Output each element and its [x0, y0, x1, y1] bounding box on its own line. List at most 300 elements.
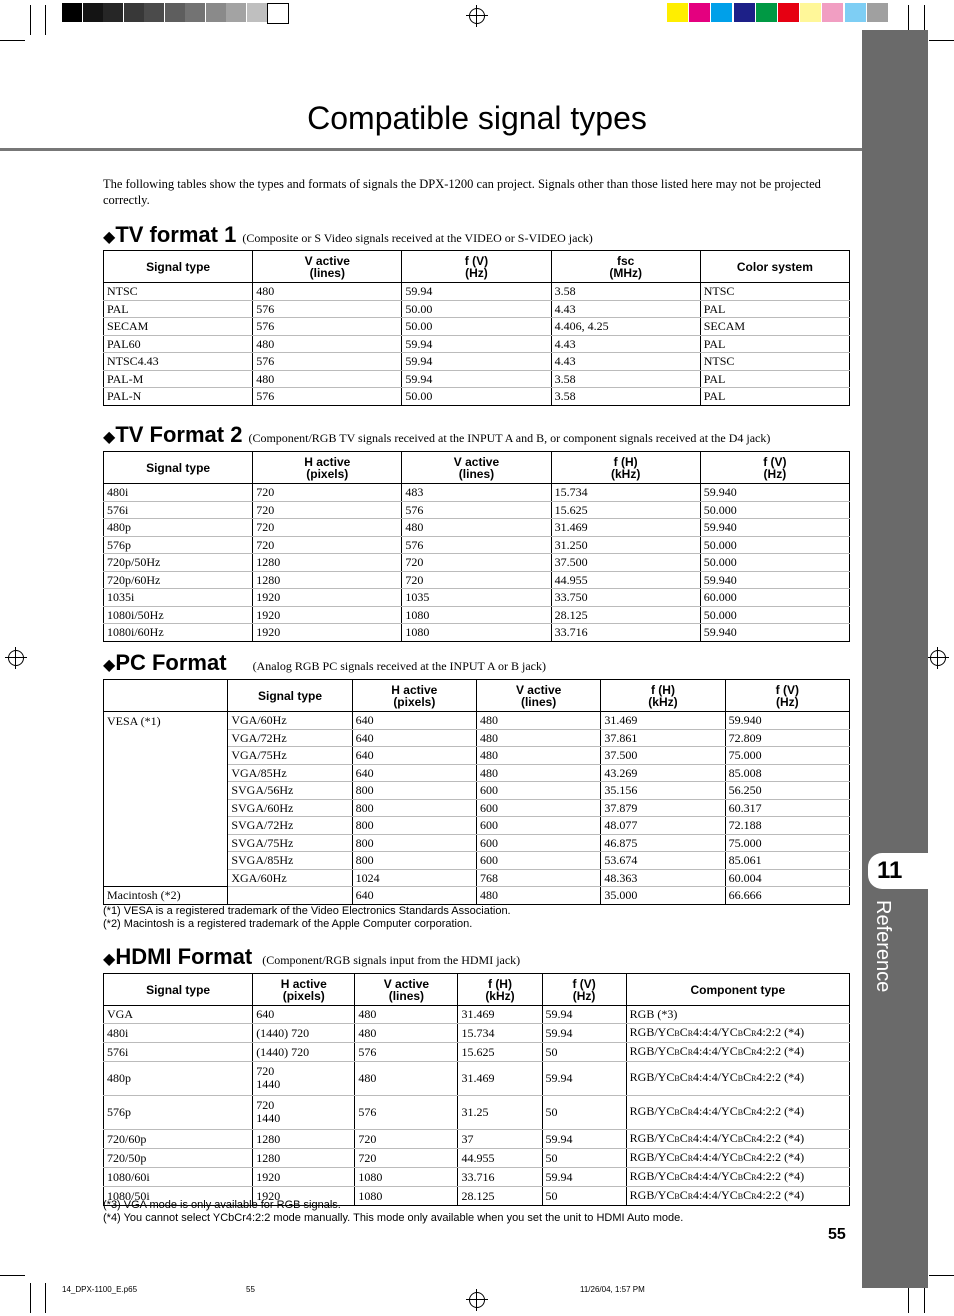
table-cell: 35.156: [601, 782, 725, 800]
table-cell: 15.625: [551, 501, 700, 519]
table-cell: 60.004: [725, 869, 849, 887]
color-swatch: [845, 3, 866, 22]
chapter-sidebar: [862, 30, 928, 1288]
table-row: [104, 1023, 850, 1042]
table-cell: 480: [476, 887, 600, 905]
footer-page: 55: [246, 1285, 255, 1294]
table-cell: 480: [476, 729, 600, 747]
column-header: V active (lines): [476, 680, 600, 712]
table-cell: 720p/60Hz: [104, 571, 253, 589]
table-cell: 480: [402, 519, 551, 537]
table-cell: 72.809: [725, 729, 849, 747]
table-cell: 75.000: [725, 834, 849, 852]
crop-mark: [0, 1275, 25, 1276]
gray-swatch: [267, 3, 289, 24]
table-cell: 59.94: [402, 283, 551, 301]
table-cell: 59.940: [700, 571, 849, 589]
table-cell: 576: [253, 388, 402, 406]
table-cell: [104, 817, 228, 835]
table-cell: 720/50p: [104, 1148, 253, 1167]
tv2-table: [103, 451, 850, 642]
column-header: V active (lines): [253, 251, 402, 283]
footnote: (*3) VGA mode is only available for RGB signals.: [103, 1199, 341, 1211]
column-header: Component type: [626, 974, 849, 1006]
table-cell: [104, 729, 228, 747]
table-row: [104, 370, 850, 388]
table-cell: 50: [542, 1095, 626, 1129]
gray-swatch: [206, 3, 226, 22]
table-cell: SVGA/60Hz: [228, 799, 352, 817]
table-cell: 31.469: [551, 519, 700, 537]
column-header: V active (lines): [402, 452, 551, 484]
page-number: 55: [828, 1226, 846, 1243]
table-cell: [104, 852, 228, 870]
crop-mark: [929, 40, 954, 41]
table-cell: PAL: [700, 300, 849, 318]
footnote: (*4) You cannot select YCbCr4:2:2 mode manually. This mode only available when you set the unit to HDMI Auto mode.: [103, 1212, 684, 1224]
table-row: [104, 764, 850, 782]
table-row: [104, 571, 850, 589]
diamond-icon: ◆: [103, 657, 116, 674]
title-rule: [0, 148, 862, 151]
table-cell: 800: [352, 782, 476, 800]
table-cell: 56.250: [725, 782, 849, 800]
table-cell: 72.188: [725, 817, 849, 835]
table-cell: 59.94: [542, 1061, 626, 1095]
table-cell: 1920: [253, 589, 402, 607]
table-cell: 480: [476, 712, 600, 730]
table-header-row: [104, 974, 850, 1006]
table-cell: 33.750: [551, 589, 700, 607]
table-cell: 37.500: [551, 554, 700, 572]
table-row: [104, 782, 850, 800]
table-cell: PAL: [700, 388, 849, 406]
table-cell: 31.250: [551, 536, 700, 554]
table-cell: 59.94: [402, 335, 551, 353]
table-cell: RGB/YCBCR4:4:4/YCBCR4:2:2 (*4): [626, 1129, 849, 1148]
table-cell: 50.00: [402, 300, 551, 318]
table-cell: PAL60: [104, 335, 253, 353]
table-cell: 31.469: [458, 1061, 542, 1095]
table-cell: 800: [352, 852, 476, 870]
color-swatch: [800, 3, 821, 22]
table-cell: 1080: [355, 1186, 458, 1205]
table-cell: 1080: [355, 1167, 458, 1186]
table-row: [104, 589, 850, 607]
table-cell: SVGA/85Hz: [228, 852, 352, 870]
table-cell: 720: [355, 1129, 458, 1148]
table-cell: 720: [253, 536, 402, 554]
table-cell: 483: [402, 484, 551, 502]
table-cell: 50.00: [402, 388, 551, 406]
table-row: [104, 353, 850, 371]
table-cell: 50.000: [700, 501, 849, 519]
table-row: [104, 624, 850, 642]
crop-mark: [30, 1283, 31, 1313]
table-cell: Macintosh (*2): [104, 887, 228, 905]
table-cell: 53.674: [601, 852, 725, 870]
table-cell: 720: [253, 484, 402, 502]
table-row: [104, 283, 850, 301]
table-cell: 50: [542, 1148, 626, 1167]
table-row: [104, 554, 850, 572]
table-cell: 85.008: [725, 764, 849, 782]
table-cell: VGA/75Hz: [228, 747, 352, 765]
table-cell: 720/60p: [104, 1129, 253, 1148]
table-cell: 1920: [253, 624, 402, 642]
table-row: [104, 729, 850, 747]
table-cell: 15.625: [458, 1042, 542, 1061]
table-row: [104, 712, 850, 730]
crop-mark: [30, 5, 31, 35]
diamond-icon: ◆: [103, 429, 116, 446]
crop-mark: [45, 5, 46, 35]
table-cell: NTSC: [700, 353, 849, 371]
table-cell: 59.94: [542, 1023, 626, 1042]
table-cell: 576i: [104, 1042, 253, 1061]
table-cell: 720 1440: [253, 1095, 355, 1129]
table-cell: 1920: [253, 606, 402, 624]
table-cell: SVGA/56Hz: [228, 782, 352, 800]
column-header: f (H) (kHz): [601, 680, 725, 712]
color-swatch: [734, 3, 755, 22]
table-cell: 800: [352, 834, 476, 852]
table-cell: 1080: [402, 606, 551, 624]
table-cell: 1920: [253, 1167, 355, 1186]
table-cell: 480: [476, 764, 600, 782]
table-cell: SVGA/72Hz: [228, 817, 352, 835]
column-header: f (V) (Hz): [542, 974, 626, 1006]
table-cell: PAL: [104, 300, 253, 318]
hdmi-notes: [103, 1199, 683, 1225]
table-cell: 50.000: [700, 554, 849, 572]
column-header: V active (lines): [355, 974, 458, 1006]
section-heading-pc: ◆PC Format (Analog RGB PC signals received at the INPUT A or B jack): [103, 650, 546, 675]
column-header: H active (pixels): [352, 680, 476, 712]
table-cell: RGB/YCBCR4:4:4/YCBCR4:2:2 (*4): [626, 1023, 849, 1042]
table-cell: 4.43: [551, 353, 700, 371]
column-header: f (V) (Hz): [402, 251, 551, 283]
section-heading-hdmi: ◆HDMI Format (Component/RGB signals input from the HDMI jack): [103, 944, 521, 969]
chapter-label: Reference: [872, 900, 894, 993]
table-cell: 1920: [253, 1186, 355, 1205]
table-cell: 28.125: [551, 606, 700, 624]
chapter-number: 11: [868, 853, 928, 889]
gray-swatch: [185, 3, 205, 22]
table-cell: RGB/YCBCR4:4:4/YCBCR4:2:2 (*4): [626, 1095, 849, 1129]
table-row: [104, 1148, 850, 1167]
table-row: [104, 1042, 850, 1061]
table-cell: [228, 887, 352, 905]
table-row: [104, 852, 850, 870]
table-cell: 43.269: [601, 764, 725, 782]
table-cell: 720: [253, 501, 402, 519]
table-cell: 60.000: [700, 589, 849, 607]
table-cell: 576: [253, 300, 402, 318]
table-cell: 576: [402, 501, 551, 519]
table-cell: RGB (*3): [626, 1006, 849, 1024]
table-cell: 46.875: [601, 834, 725, 852]
diamond-icon: ◆: [103, 229, 116, 246]
table-cell: 800: [352, 817, 476, 835]
table-cell: 4.43: [551, 335, 700, 353]
crop-mark: [0, 40, 25, 41]
table-cell: [104, 747, 228, 765]
column-header: Signal type: [228, 680, 352, 712]
table-cell: 60.317: [725, 799, 849, 817]
table-cell: 37.861: [601, 729, 725, 747]
table-cell: 35.000: [601, 887, 725, 905]
table-row: [104, 606, 850, 624]
table-cell: 59.94: [542, 1167, 626, 1186]
table-cell: 576p: [104, 1095, 253, 1129]
color-swatch: [667, 3, 688, 22]
table-cell: [104, 799, 228, 817]
table-cell: 720: [253, 519, 402, 537]
color-swatch: [756, 3, 777, 22]
table-cell: 75.000: [725, 747, 849, 765]
table-header-row: [104, 452, 850, 484]
table-row: [104, 300, 850, 318]
table-cell: NTSC4.43: [104, 353, 253, 371]
registration-mark-icon: [8, 650, 24, 666]
table-cell: 720 1440: [253, 1061, 355, 1095]
pc-notes: [103, 905, 511, 931]
table-cell: 44.955: [458, 1148, 542, 1167]
section-heading-tv1: ◆TV format 1 (Composite or S Video signals received at the VIDEO or S-VIDEO jack): [103, 222, 593, 247]
table-cell: NTSC: [104, 283, 253, 301]
table-row: [104, 747, 850, 765]
footer-date: 11/26/04, 1:57 PM: [580, 1285, 645, 1294]
table-cell: 59.94: [402, 353, 551, 371]
table-cell: 480: [253, 335, 402, 353]
table-cell: 480: [355, 1023, 458, 1042]
table-cell: 31.469: [601, 712, 725, 730]
table-cell: 576: [355, 1095, 458, 1129]
table-cell: 1035: [402, 589, 551, 607]
table-cell: PAL-N: [104, 388, 253, 406]
table-cell: VGA/85Hz: [228, 764, 352, 782]
table-cell: (1440) 720: [253, 1042, 355, 1061]
tv1-table: [103, 250, 850, 406]
crop-mark: [45, 1283, 46, 1313]
diamond-icon: ◆: [103, 951, 116, 968]
column-header: Color system: [700, 251, 849, 283]
table-row: [104, 388, 850, 406]
table-cell: 640: [352, 887, 476, 905]
table-cell: 720p/50Hz: [104, 554, 253, 572]
table-cell: 480: [253, 283, 402, 301]
column-header: [104, 680, 228, 712]
table-cell: 576i: [104, 501, 253, 519]
table-cell: VGA: [104, 1006, 253, 1024]
table-cell: [104, 869, 228, 887]
table-cell: 31.25: [458, 1095, 542, 1129]
table-cell: 640: [352, 712, 476, 730]
table-cell: 480: [476, 747, 600, 765]
gray-swatch: [62, 3, 82, 22]
table-row: [104, 887, 850, 905]
table-cell: 48.363: [601, 869, 725, 887]
table-row: [104, 318, 850, 336]
gray-swatch: [83, 3, 103, 22]
table-cell: 85.061: [725, 852, 849, 870]
table-cell: 640: [352, 764, 476, 782]
table-cell: 50: [542, 1186, 626, 1205]
table-cell: 576: [355, 1042, 458, 1061]
table-cell: 640: [352, 747, 476, 765]
table-cell: 600: [476, 782, 600, 800]
table-cell: 720: [402, 571, 551, 589]
table-cell: RGB/YCBCR4:4:4/YCBCR4:2:2 (*4): [626, 1167, 849, 1186]
color-swatch: [689, 3, 710, 22]
gray-swatch: [103, 3, 123, 22]
table-row: [104, 1129, 850, 1148]
table-row: [104, 1006, 850, 1024]
table-cell: (1440) 720: [253, 1023, 355, 1042]
table-cell: PAL: [700, 370, 849, 388]
table-cell: 480: [355, 1061, 458, 1095]
color-swatch: [778, 3, 799, 22]
table-row: [104, 536, 850, 554]
table-cell: 1280: [253, 554, 402, 572]
table-header-row: [104, 680, 850, 712]
column-header: fsc (MHz): [551, 251, 700, 283]
table-cell: 576: [402, 536, 551, 554]
table-cell: 720: [355, 1148, 458, 1167]
footnote: (*1) VESA is a registered trademark of the Video Electronics Standards Association.: [103, 905, 511, 917]
table-row: [104, 519, 850, 537]
table-cell: SECAM: [104, 318, 253, 336]
table-cell: 1024: [352, 869, 476, 887]
table-cell: VGA/60Hz: [228, 712, 352, 730]
table-row: [104, 1095, 850, 1129]
table-cell: 1080i/60Hz: [104, 624, 253, 642]
table-cell: 600: [476, 852, 600, 870]
column-header: f (H) (kHz): [551, 452, 700, 484]
table-cell: 59.94: [542, 1006, 626, 1024]
pc-table: [103, 679, 850, 905]
table-cell: 480: [253, 370, 402, 388]
table-cell: NTSC: [700, 283, 849, 301]
table-cell: 768: [476, 869, 600, 887]
table-cell: RGB/YCBCR4:4:4/YCBCR4:2:2 (*4): [626, 1148, 849, 1167]
table-cell: 59.94: [542, 1129, 626, 1148]
table-cell: 59.940: [700, 519, 849, 537]
column-header: f (V) (Hz): [700, 452, 849, 484]
table-cell: 28.125: [458, 1186, 542, 1205]
page-title: Compatible signal types: [307, 100, 647, 136]
table-cell: 1080/60i: [104, 1167, 253, 1186]
table-cell: SVGA/75Hz: [228, 834, 352, 852]
table-cell: 15.734: [458, 1023, 542, 1042]
table-cell: 50.000: [700, 606, 849, 624]
crop-mark: [929, 1275, 954, 1276]
table-cell: 480p: [104, 519, 253, 537]
table-cell: 1080: [402, 624, 551, 642]
table-cell: 50: [542, 1042, 626, 1061]
color-swatch: [867, 3, 888, 22]
table-cell: VESA (*1): [104, 712, 228, 730]
table-row: [104, 501, 850, 519]
table-cell: 50.00: [402, 318, 551, 336]
table-cell: 15.734: [551, 484, 700, 502]
table-cell: 4.43: [551, 300, 700, 318]
table-cell: [104, 834, 228, 852]
table-cell: 1280: [253, 571, 402, 589]
column-header: H active (pixels): [253, 974, 355, 1006]
table-cell: 59.940: [700, 624, 849, 642]
table-cell: RGB/YCBCR4:4:4/YCBCR4:2:2 (*4): [626, 1042, 849, 1061]
registration-mark-icon: [469, 8, 485, 24]
table-cell: [104, 764, 228, 782]
table-cell: 37: [458, 1129, 542, 1148]
table-cell: 1280: [253, 1148, 355, 1167]
table-row: [104, 834, 850, 852]
table-cell: 600: [476, 834, 600, 852]
table-cell: 33.716: [551, 624, 700, 642]
table-cell: SECAM: [700, 318, 849, 336]
table-cell: 59.940: [700, 484, 849, 502]
table-cell: 800: [352, 799, 476, 817]
table-cell: 576: [253, 318, 402, 336]
table-cell: 59.940: [725, 712, 849, 730]
table-row: [104, 799, 850, 817]
gray-swatch: [247, 3, 267, 22]
table-cell: 48.077: [601, 817, 725, 835]
color-swatch: [822, 3, 843, 22]
table-cell: 4.406, 4.25: [551, 318, 700, 336]
table-cell: 37.500: [601, 747, 725, 765]
table-cell: 1080i/50Hz: [104, 606, 253, 624]
section-heading-tv2: ◆TV Format 2 (Component/RGB TV signals received at the INPUT A and B, or component signals received at the D4 jack): [103, 422, 771, 447]
table-cell: 33.716: [458, 1167, 542, 1186]
table-cell: 66.666: [725, 887, 849, 905]
table-row: [104, 484, 850, 502]
table-cell: 576p: [104, 536, 253, 554]
gray-swatch: [165, 3, 185, 22]
column-header: Signal type: [104, 974, 253, 1006]
table-row: [104, 1167, 850, 1186]
table-row: [104, 869, 850, 887]
table-cell: 3.58: [551, 283, 700, 301]
column-header: f (V) (Hz): [725, 680, 849, 712]
table-cell: 600: [476, 799, 600, 817]
table-cell: 31.469: [458, 1006, 542, 1024]
table-row: [104, 335, 850, 353]
table-cell: 600: [476, 817, 600, 835]
color-swatch: [711, 3, 732, 22]
table-cell: 1080/50i: [104, 1186, 253, 1205]
table-cell: 1280: [253, 1129, 355, 1148]
column-header: Signal type: [104, 452, 253, 484]
table-header-row: [104, 251, 850, 283]
registration-mark-icon: [469, 1292, 485, 1308]
table-cell: 3.58: [551, 370, 700, 388]
footnote: (*2) Macintosh is a registered trademark of the Apple Computer corporation.: [103, 918, 473, 930]
intro-text: The following tables show the types and formats of signals the DPX-1200 can project. Signals other than those listed here may not be projected correctly.: [103, 177, 821, 207]
table-cell: 37.879: [601, 799, 725, 817]
table-cell: 480: [355, 1006, 458, 1024]
table-cell: RGB/YCBCR4:4:4/YCBCR4:2:2 (*4): [626, 1061, 849, 1095]
table-row: [104, 1061, 850, 1095]
gray-swatch: [226, 3, 246, 22]
column-header: f (H) (kHz): [458, 974, 542, 1006]
hdmi-table: [103, 973, 850, 1206]
table-cell: 720: [402, 554, 551, 572]
table-cell: 640: [352, 729, 476, 747]
gray-swatch: [124, 3, 144, 22]
